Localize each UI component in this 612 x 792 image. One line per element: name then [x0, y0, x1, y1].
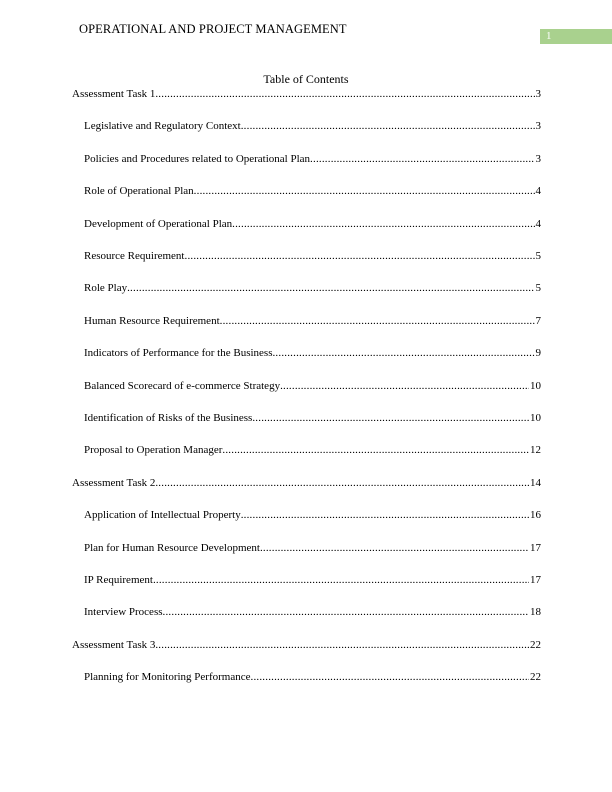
- toc-dot-leader: [194, 185, 535, 198]
- toc-entry[interactable]: [84, 315, 541, 328]
- toc-dot-leader: [155, 477, 529, 490]
- toc-entry-label: Development of Operational Plan: [84, 217, 233, 230]
- toc-entry-label: Application of Intellectual Property: [84, 509, 241, 522]
- toc-dot-leader: [310, 153, 534, 166]
- toc-dot-leader: [241, 120, 535, 133]
- toc-entry[interactable]: [84, 509, 541, 522]
- toc-entry[interactable]: [84, 606, 541, 619]
- toc-dot-leader: [232, 218, 534, 231]
- toc-entry[interactable]: [84, 412, 541, 425]
- toc-entry-label: Indicators of Performance for the Business: [84, 347, 273, 360]
- toc-entry[interactable]: [72, 88, 541, 101]
- toc-entry-label: Identification of Risks of the Business: [84, 412, 253, 424]
- toc-entry[interactable]: [84, 671, 541, 684]
- toc-entry-page-number: 4: [535, 217, 541, 230]
- toc-entry-label: Planning for Monitoring Performance: [84, 671, 251, 684]
- toc-entry-page-number: 14: [530, 476, 541, 489]
- toc-entry-page-number: 3: [535, 88, 541, 100]
- toc-entry[interactable]: [84, 120, 541, 133]
- toc-dot-leader: [220, 315, 535, 328]
- toc-entry-page-number: 3: [535, 120, 541, 133]
- toc-entry-label: Human Resource Requirement: [84, 314, 220, 327]
- toc-entry-page-number: 3: [535, 152, 541, 165]
- toc-dot-leader: [260, 542, 529, 555]
- toc-entry-page-number: 10: [530, 412, 541, 424]
- toc-heading: Table of Contents: [263, 72, 349, 86]
- toc-entry[interactable]: [84, 574, 541, 587]
- toc-entry[interactable]: [84, 282, 541, 295]
- toc-entry-page-number: 10: [530, 379, 541, 392]
- toc-dot-leader: [163, 606, 529, 619]
- toc-dot-leader: [185, 250, 535, 263]
- toc-entry[interactable]: [84, 185, 541, 198]
- toc-entry[interactable]: [84, 380, 541, 393]
- toc-entry[interactable]: [84, 218, 541, 231]
- toc-entry-label: Assessment Task 2: [72, 476, 156, 489]
- toc-entry[interactable]: [72, 477, 541, 490]
- toc-entry-label: Policies and Procedures related to Operational Plan: [84, 152, 311, 165]
- toc-entry-page-number: 17: [530, 541, 541, 554]
- toc-entry-label: Resource Requirement: [84, 250, 185, 262]
- toc-dot-leader: [127, 282, 534, 295]
- toc-dot-leader: [222, 444, 529, 457]
- toc-entry-label: Assessment Task 1: [72, 88, 156, 100]
- toc-dot-leader: [155, 639, 529, 652]
- toc-entry[interactable]: [84, 444, 541, 457]
- toc-entry-label: Interview Process: [84, 606, 163, 619]
- toc-dot-leader: [241, 509, 529, 522]
- toc-entry-label: Assessment Task 3: [72, 638, 156, 651]
- toc-dot-leader: [251, 671, 530, 684]
- toc-entry[interactable]: [84, 250, 541, 263]
- document-title: OPERATIONAL AND PROJECT MANAGEMENT: [79, 22, 347, 36]
- toc-dot-leader: [153, 574, 529, 587]
- toc-dot-leader: [155, 88, 534, 101]
- toc-entry-page-number: 4: [535, 185, 541, 198]
- toc-entry[interactable]: [72, 639, 541, 652]
- toc-entry[interactable]: [84, 347, 541, 360]
- toc-entry-page-number: 12: [530, 444, 541, 457]
- toc-entry-label: Plan for Human Resource Development: [84, 541, 260, 554]
- toc-entry-label: Role Play: [84, 282, 128, 295]
- toc-dot-leader: [280, 380, 529, 393]
- toc-entry-page-number: 17: [530, 574, 541, 586]
- toc-entry-label: Role of Operational Plan: [84, 185, 194, 198]
- toc-entry-page-number: 9: [535, 347, 541, 360]
- toc-entry[interactable]: [84, 153, 541, 166]
- toc-entry-label: Proposal to Operation Manager: [84, 444, 223, 457]
- toc-entry-page-number: 22: [530, 671, 541, 684]
- toc-entry-page-number: 16: [530, 509, 541, 522]
- toc-dot-leader: [272, 347, 534, 360]
- toc-entry[interactable]: [84, 542, 541, 555]
- toc-entry-label: Balanced Scorecard of e-commerce Strategy: [84, 379, 281, 392]
- toc-entry-page-number: 7: [535, 314, 541, 327]
- page-number-badge: 1: [540, 29, 612, 44]
- toc-entry-label: Legislative and Regulatory Context: [84, 120, 241, 133]
- toc-dot-leader: [252, 412, 529, 425]
- toc-entry-page-number: 5: [535, 250, 541, 262]
- toc-entry-page-number: 5: [535, 282, 541, 295]
- toc-entry-page-number: 22: [530, 638, 541, 651]
- toc-entry-page-number: 18: [530, 606, 541, 619]
- toc-entry-label: IP Requirement: [84, 574, 153, 586]
